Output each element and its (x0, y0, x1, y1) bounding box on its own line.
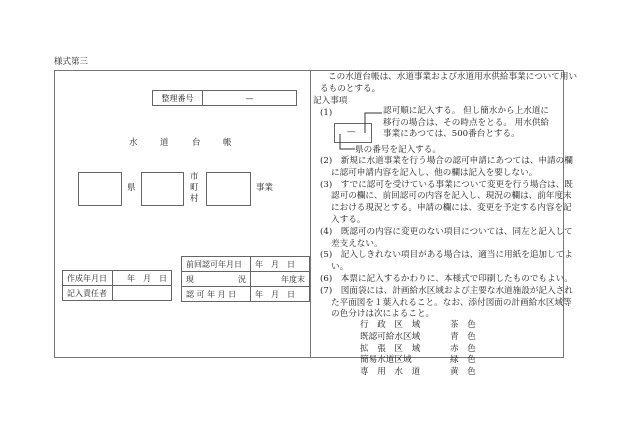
item-4-line: 差支えない。 (331, 238, 383, 249)
item-3-line: (3) すでに認可を受けている事業について変更を行う場合は、既 (320, 179, 573, 190)
title-char: 水 (129, 138, 138, 148)
item-1-note (383, 106, 549, 141)
municipality-label-1: 市 (190, 172, 199, 182)
area-color: 緑 色 (450, 355, 476, 366)
area-name: 拡 張 区 域 (360, 343, 421, 354)
item-6-line: (6) 本票に記入するかわりに、本様式で印刷したものでもよい。 (320, 273, 573, 284)
title-char: 帳 (223, 138, 232, 148)
item-5-line: い。 (331, 262, 349, 273)
title-char: 道 (160, 138, 169, 148)
area-name: 行 政 区 域 (360, 320, 421, 330)
business-label: 事業 (256, 183, 274, 193)
item-3-line: 入する。 (331, 214, 366, 225)
area-color: 茶 色 (450, 320, 476, 330)
status-label-b: 況 (238, 274, 246, 284)
control-number-table (152, 90, 297, 106)
instructions-heading: 記入事項 (313, 96, 348, 106)
color-row (360, 355, 476, 367)
form-label: 様式第三 (54, 57, 89, 67)
area-color: 赤 色 (450, 343, 476, 354)
intro-line-2: るものとする。 (320, 84, 381, 94)
approval-label: 認 可 年 月 日 (182, 287, 251, 302)
intro-line-1: この水道台帳は、水道事業および水道用水供給事業について用い (328, 72, 578, 82)
control-number-field[interactable]: — (203, 91, 297, 106)
prefecture-box[interactable] (78, 172, 122, 206)
creation-table (62, 270, 172, 301)
area-color: 青 色 (450, 331, 476, 342)
created-label: 作成年月日 (63, 271, 113, 286)
prev-approval-label: 前回認可年月日 (182, 257, 251, 272)
item-5-line: (5) 記入しきれない項目がある場合は、適当に用紙を追加してよ (320, 250, 573, 261)
item-3-line: 認可の欄に、前回認可の内容を記入し、現況の欄は、前年度末 (331, 191, 572, 202)
item-7-line: た平面図を１葉入れること。なお、添付図面の計画給水区域等 (331, 297, 572, 308)
item-1-number: (1) (320, 108, 333, 118)
person-label: 記入責任者 (63, 286, 113, 301)
business-box[interactable] (206, 172, 251, 206)
municipality-label-2: 町 (190, 183, 199, 193)
number-example-dash: — (347, 127, 356, 137)
color-row (360, 344, 476, 356)
items-list (320, 156, 573, 321)
approval-value[interactable]: 年 月 日 (251, 287, 310, 302)
municipality-label-3: 村 (190, 194, 199, 204)
area-name: 既認可給水区域 (360, 331, 421, 342)
title-char: 台 (192, 138, 201, 148)
item-2-line: (2) 新規に水道事業を行う場合の認可申請にあつては、申請の欄 (320, 156, 573, 166)
approval-table (181, 256, 310, 302)
item-3-line: における現況とする。申請の欄には、変更を予定する内容を記 (331, 203, 572, 214)
area-name: 専 用 水 道 (360, 367, 421, 378)
person-value[interactable] (113, 286, 172, 301)
color-legend (360, 320, 476, 379)
control-number-label: 整理番号 (153, 91, 203, 106)
color-row (360, 332, 476, 344)
color-row (360, 367, 476, 379)
created-value[interactable]: 年 月 日 (113, 271, 172, 286)
item-1-note-2: 県の番号を記入する。 (355, 145, 441, 155)
municipality-box[interactable] (141, 172, 184, 206)
color-row (360, 320, 476, 332)
note-line: 移行の場合は、その時点をとる。 用水供給 (383, 117, 550, 128)
prev-approval-value[interactable]: 年 月 日 (251, 257, 310, 272)
item-2-line: に認可申請内容を記入し、他の欄は記入を要しない。 (331, 167, 538, 178)
item-7-line: の色分けは次によること。 (331, 309, 435, 320)
status-label-a: 現 (186, 274, 194, 284)
note-line: 事業にあつては、500番台とする。 (383, 129, 520, 139)
area-color: 黄 色 (450, 367, 476, 378)
prefecture-label: 県 (127, 183, 136, 193)
status-value[interactable]: 年度末 (251, 272, 310, 287)
note-line: 認可順に記入する。 但し簡水から上水道に (383, 106, 550, 116)
area-name: 簡易水道区域 (360, 355, 412, 366)
item-4-line: (4) 既認可の内容に変更のない項目については、同左と記入して (320, 226, 573, 237)
item-7-line: (7) 図面袋には、計画給水区域および主要な水道施設が記入され (320, 285, 573, 296)
